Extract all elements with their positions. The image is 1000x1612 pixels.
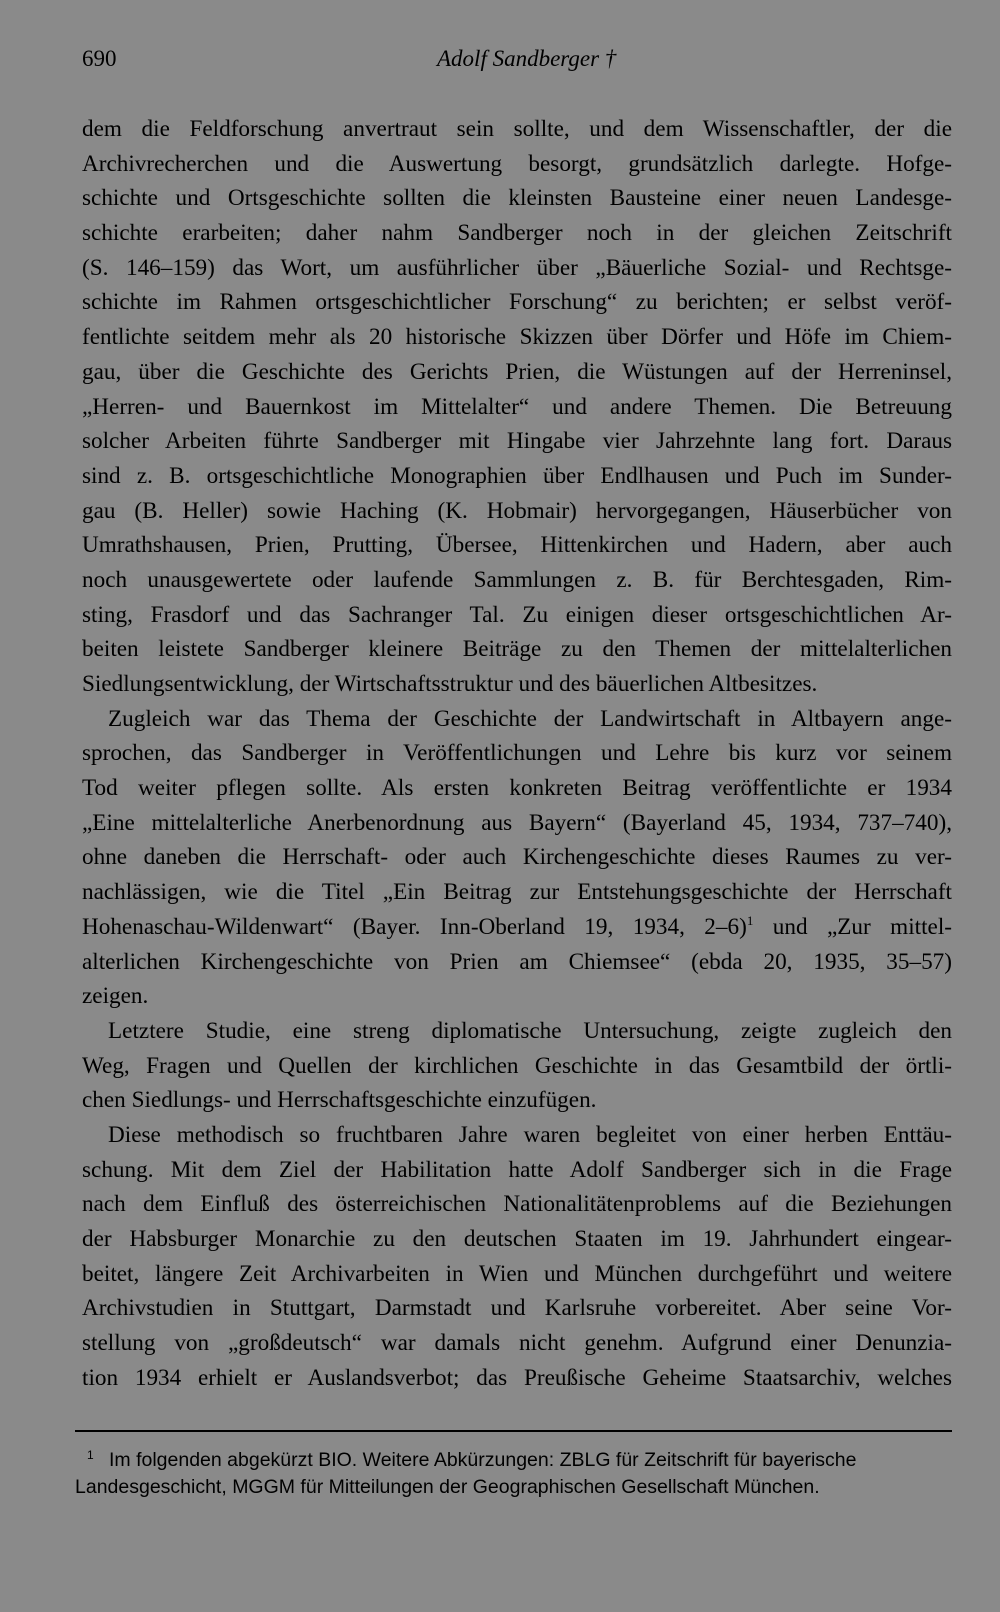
text-line: schung. Mit dem Ziel der Habilitation hatte Adolf Sandberger sich in die Frage [82,1156,952,1183]
text-line: „Eine mittelalterliche Anerbenordnung aus Bayern“ (Bayerland 45, 1934, 737–740), [82,809,952,836]
footnote-marker: 1 [87,1448,94,1462]
paragraph [82,1118,952,1396]
text-line: der Habsburger Monarchie zu den deutschen Staaten im 19. Jahrhundert eingear- [82,1226,952,1252]
footnote-divider [75,1430,952,1432]
text-line: tion 1934 erhielt er Auslandsverbot; das Preußische Geheime Staatsarchiv, welches [82,1364,952,1391]
text-line: (S. 146–159) das Wort, um ausführlicher über „Bäuerliche Sozial- und Rechtsge- [82,254,952,281]
text-line-with-footnote [82,910,952,945]
body-text [82,112,952,1395]
text-line: solcher Arbeiten führte Sandberger mit Hingabe vier Jahrzehnte lang fort. Daraus [82,428,952,455]
text-line: Siedlungsentwicklung, der Wirtschaftsstruktur und des bäuerlichen Altbesitzes. [82,671,818,697]
footnote-line: Landesgeschicht, MGGM für Mitteilungen der Geographischen Gesellschaft München. [75,1476,820,1498]
text-line: beitet, längere Zeit Archivarbeiten in Wien und München durchgeführt und weitere [82,1260,952,1287]
text-line: Archivrecherchen und die Auswertung besorgt, grundsätzlich darlegte. Hofge- [82,150,952,177]
paragraph [82,112,952,702]
running-head: Adolf Sandberger † [437,46,617,71]
footnote-line [75,1447,952,1474]
footnotes [75,1447,952,1501]
text-line: dem die Feldforschung anvertraut sein sollte, und dem Wissenschaftler, der die [82,116,952,142]
text-line: schichte und Ortsgeschichte sollten die kleinsten Bausteine einer neuen Landesge- [82,185,952,212]
text-line: sind z. B. ortsgeschichtliche Monographien über Endlhausen und Puch im Sunder- [82,462,952,489]
text-line: nachlässigen, wie die Titel „Ein Beitrag zur Entstehungsgeschichte der Herrschaft [82,879,952,906]
text-line: schichte erarbeiten; daher nahm Sandberger noch in der gleichen Zeitschrift [82,220,952,247]
paragraph [82,1014,952,1118]
text-line: Letztere Studie, eine streng diplomatische Untersuchung, zeigte zugleich den [108,1017,952,1044]
paragraph [82,702,952,1014]
text-line: fentlichte seitdem mehr als 20 historische Skizzen über Dörfer und Höfe im Chiem- [82,324,952,351]
footnote-reference[interactable]: 1 [746,912,754,928]
text-line: Umrathshausen, Prien, Prutting, Übersee, Hittenkirchen und Hadern, aber auch [82,532,952,559]
text-line: Weg, Fragen und Quellen der kirchlichen Geschichte in das Gesamtbild der örtli- [82,1052,952,1079]
footnote-text: Im folgenden abgekürzt BIO. Weitere Abkürzungen: ZBLG für Zeitschrift für bayerische [109,1449,857,1471]
page-number: 690 [82,46,117,71]
page-header [82,42,952,78]
text-line: zeigen. [82,983,149,1010]
text-line: nach dem Einfluß des österreichischen Nationalitätenproblems auf die Beziehungen [82,1191,952,1218]
text-line: ohne daneben die Herrschaft- oder auch Kirchengeschichte dieses Raumes zu ver- [82,844,952,871]
text-line: stellung von „großdeutsch“ war damals nicht genehm. Aufgrund einer Denunzia- [82,1330,952,1357]
text-line: chen Siedlungs- und Herrschaftsgeschichte einzufügen. [82,1087,597,1114]
text-line: „Herren- und Bauernkost im Mittelalter“ und andere Themen. Die Betreuung [82,393,952,420]
text-line: gau, über die Geschichte des Gerichts Prien, die Wüstungen auf der Herreninsel, [82,358,952,385]
text-line: beiten leistete Sandberger kleinere Beiträge zu den Themen der mittelalterlichen [82,636,952,663]
text-segment: Hohenaschau-Wildenwart“ (Bayer. Inn-Oberland 19, 1934, 2–6) [82,913,747,940]
text-line: noch unausgewertete oder laufende Sammlungen z. B. für Berchtesgaden, Rim- [82,566,952,593]
text-line: sting, Frasdorf und das Sachranger Tal. Zu einigen dieser ortsgeschichtlichen Ar- [82,601,952,628]
text-line: schichte im Rahmen ortsgeschichtlicher Forschung“ zu berichten; er selbst veröf- [82,289,952,316]
text-segment: und „Zur mittel- [753,913,953,940]
text-line: Diese methodisch so fruchtbaren Jahre waren begleitet von einer herben Enttäu- [108,1121,952,1148]
footnote [75,1447,952,1501]
text-line: alterlichen Kirchengeschichte von Prien am Chiemsee“ (ebda 20, 1935, 35–57) [82,948,952,975]
text-line: gau (B. Heller) sowie Haching (K. Hobmair) hervorgegangen, Häuserbücher von [82,497,952,524]
text-line: Archivstudien in Stuttgart, Darmstadt und Karlsruhe vorbereitet. Aber seine Vor- [82,1295,952,1322]
text-line: sprochen, das Sandberger in Veröffentlichungen und Lehre bis kurz vor seinem [82,740,952,767]
text-line: Zugleich war das Thema der Geschichte der Landwirtschaft in Altbayern ange- [108,705,952,732]
text-line: Tod weiter pflegen sollte. Als ersten konkreten Beitrag veröffentlichte er 1934 [82,775,952,802]
